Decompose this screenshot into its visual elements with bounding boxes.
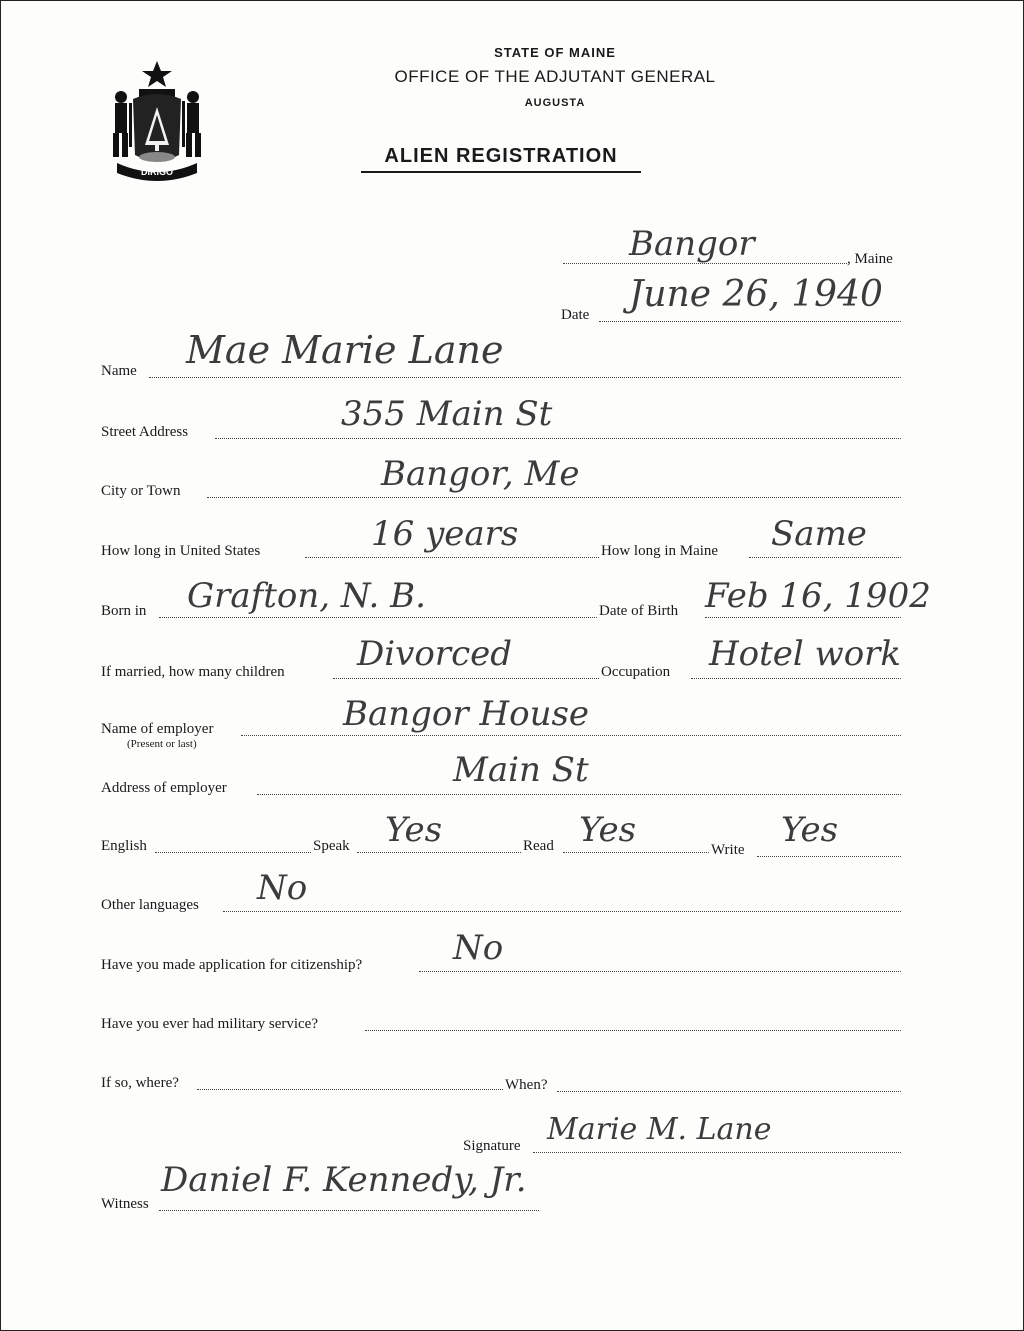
children-line bbox=[333, 678, 599, 679]
when-label: When? bbox=[505, 1077, 548, 1093]
name-line bbox=[149, 377, 901, 378]
other-languages-value[interactable]: No bbox=[257, 868, 308, 908]
military-label: Have you ever had military service? bbox=[101, 1016, 318, 1032]
header-city: AUGUSTA bbox=[524, 97, 586, 109]
header-state: STATE OF MAINE bbox=[494, 45, 616, 60]
form-title: ALIEN REGISTRATION bbox=[361, 145, 641, 173]
us-duration-line bbox=[305, 557, 599, 558]
occupation-line bbox=[691, 678, 901, 679]
us-duration-label: How long in United States bbox=[101, 543, 261, 559]
name-label: Name bbox=[101, 363, 137, 379]
english-line bbox=[155, 852, 311, 853]
citizenship-label: Have you made application for citizenship? bbox=[101, 957, 363, 973]
name-value[interactable]: Mae Marie Lane bbox=[186, 328, 504, 372]
citizenship-line bbox=[419, 971, 901, 972]
citizenship-value[interactable]: No bbox=[453, 928, 504, 968]
write-value[interactable]: Yes bbox=[781, 810, 839, 850]
employer-address-label: Address of employer bbox=[101, 780, 227, 796]
speak-label: Speak bbox=[313, 838, 350, 854]
dob-line bbox=[705, 617, 901, 618]
read-label: Read bbox=[523, 838, 554, 854]
children-value[interactable]: Divorced bbox=[357, 634, 512, 674]
speak-line bbox=[357, 852, 521, 853]
occupation-label: Occupation bbox=[601, 664, 671, 680]
born-in-label: Born in bbox=[101, 603, 147, 619]
signature-value[interactable]: Marie M. Lane bbox=[547, 1112, 772, 1147]
when-line bbox=[557, 1091, 901, 1092]
write-label: Write bbox=[711, 842, 745, 858]
english-label: English bbox=[101, 838, 147, 854]
header-office: OFFICE OF THE ADJUTANT GENERAL bbox=[394, 67, 716, 86]
where-label: If so, where? bbox=[101, 1075, 179, 1091]
children-label: If married, how many children bbox=[101, 664, 285, 680]
employer-address-line bbox=[257, 794, 901, 795]
signature-label: Signature bbox=[463, 1138, 521, 1154]
date-line bbox=[599, 321, 901, 322]
city-line bbox=[207, 497, 901, 498]
dob-value[interactable]: Feb 16, 1902 bbox=[705, 576, 931, 616]
read-value[interactable]: Yes bbox=[579, 810, 637, 850]
place-value[interactable]: Bangor bbox=[629, 224, 755, 264]
maine-duration-line bbox=[749, 557, 901, 558]
street-line bbox=[215, 438, 901, 439]
where-line bbox=[197, 1089, 503, 1090]
place-suffix: , Maine bbox=[847, 251, 893, 267]
born-in-value[interactable]: Grafton, N. B. bbox=[187, 576, 426, 616]
employer-label: Name of employer bbox=[101, 721, 214, 737]
city-value[interactable]: Bangor, Me bbox=[381, 454, 580, 494]
employer-address-value[interactable]: Main St bbox=[453, 750, 589, 790]
witness-value[interactable]: Daniel F. Kennedy, Jr. bbox=[161, 1160, 527, 1200]
occupation-value[interactable]: Hotel work bbox=[709, 634, 902, 674]
signature-line bbox=[533, 1152, 901, 1153]
maine-duration-value[interactable]: Same bbox=[771, 514, 867, 554]
employer-sublabel: (Present or last) bbox=[127, 738, 197, 750]
other-languages-line bbox=[223, 911, 901, 912]
maine-duration-label: How long in Maine bbox=[601, 543, 719, 559]
read-line bbox=[563, 852, 709, 853]
date-value[interactable]: June 26, 1940 bbox=[629, 274, 883, 315]
us-duration-value[interactable]: 16 years bbox=[371, 514, 519, 554]
employer-line bbox=[241, 735, 901, 736]
street-value[interactable]: 355 Main St bbox=[341, 394, 553, 434]
military-line bbox=[365, 1030, 901, 1031]
date-label: Date bbox=[561, 307, 590, 323]
seal-motto: DIRIGO bbox=[140, 167, 174, 177]
born-in-line bbox=[159, 617, 597, 618]
witness-line bbox=[159, 1210, 539, 1211]
city-label: City or Town bbox=[101, 483, 181, 499]
street-label: Street Address bbox=[101, 424, 189, 440]
other-languages-label: Other languages bbox=[101, 897, 199, 913]
witness-label: Witness bbox=[101, 1196, 149, 1212]
maine-seal-icon bbox=[103, 59, 211, 181]
dob-label: Date of Birth bbox=[599, 603, 679, 619]
speak-value[interactable]: Yes bbox=[385, 810, 443, 850]
write-line bbox=[757, 856, 901, 857]
employer-value[interactable]: Bangor House bbox=[343, 694, 590, 734]
